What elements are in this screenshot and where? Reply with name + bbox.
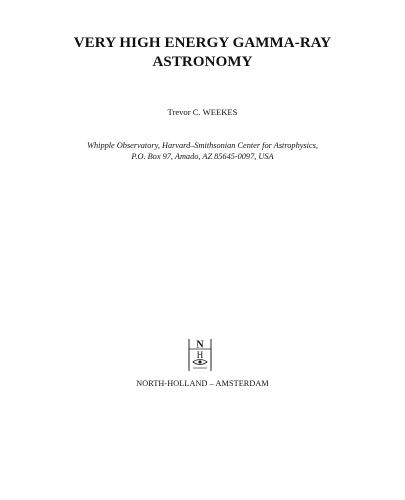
affiliation-line-2: P.O. Box 97, Amado, AZ 85645-0097, USA <box>131 152 274 161</box>
svg-text:N: N <box>196 339 204 351</box>
affiliation-line-1: Whipple Observatory, Harvard–Smithsonian Center for Astrophysics, <box>87 141 318 150</box>
author-name: Trevor C. WEEKES <box>167 107 238 117</box>
publisher-name: NORTH-HOLLAND – AMSTERDAM <box>136 379 269 388</box>
north-holland-logo-icon <box>187 338 213 372</box>
svg-text:H: H <box>196 350 204 360</box>
book-title-line-2: ASTRONOMY <box>152 54 253 70</box>
book-title-line-1: VERY HIGH ENERGY GAMMA-RAY <box>73 35 332 51</box>
